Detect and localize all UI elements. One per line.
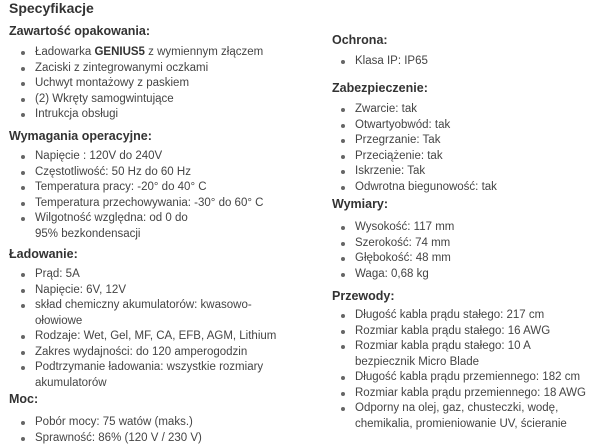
bullet-icon — [341, 407, 345, 411]
list-item: Wysokość: 117 mm — [339, 220, 597, 236]
list-item: Wilgotność względna: od 0 do 95% bezkondensacji — [19, 211, 211, 242]
bullet-icon — [21, 273, 25, 277]
list-item: Rozmiar kabla prądu stałego: 10 A bezpiecznik Micro Blade — [339, 339, 587, 370]
list-item: Pobór mocy: 75 watów (maks.) — [19, 415, 315, 431]
bullet-icon — [341, 392, 345, 396]
dimensions-list — [339, 220, 597, 282]
bullet-icon — [341, 345, 345, 349]
bullet-icon — [341, 170, 345, 174]
list-item: Rozmiar kabla prądu stałego: 16 AWG — [339, 324, 597, 340]
list-item: (2) Wkręty samogwintujące — [19, 92, 315, 108]
list-item: Napięcie : 120V do 240V — [19, 149, 315, 165]
bullet-icon — [21, 155, 25, 159]
power-heading: Moc: — [9, 392, 39, 406]
bullet-icon — [341, 314, 345, 318]
bullet-icon — [21, 171, 25, 175]
bullet-icon — [21, 98, 25, 102]
safety-list — [339, 102, 597, 195]
packaging-heading: Zawartość opakowania: — [9, 24, 151, 38]
wires-list — [339, 308, 597, 432]
packaging-list — [19, 45, 315, 123]
bullet-icon — [21, 421, 25, 425]
protection-list — [339, 54, 597, 70]
bullet-icon — [21, 366, 25, 370]
list-item: Ładowarka GENIUS5 z wymiennym złączem — [19, 45, 315, 61]
safety-heading: Zabezpieczenie: — [332, 81, 428, 95]
list-item: Odporny na olej, gaz, chusteczki, wodę, chemikalia, promieniowanie UV, ścieranie — [339, 401, 597, 432]
bullet-icon — [21, 304, 25, 308]
bullet-icon — [341, 186, 345, 190]
bullet-icon — [21, 217, 25, 221]
list-item: Zakres wydajności: do 120 amperogodzin — [19, 345, 315, 361]
charging-heading: Ładowanie: — [9, 247, 78, 261]
list-item: Podtrzymanie ładowania: wszystkie rozmiary akumulatorów — [19, 360, 325, 391]
bullet-icon — [341, 242, 345, 246]
dimensions-heading: Wymiary: — [332, 197, 389, 211]
bullet-icon — [341, 139, 345, 143]
protection-heading: Ochrona: — [332, 33, 388, 47]
list-item: Długość kabla prądu przemiennego: 182 cm — [339, 370, 597, 386]
list-item: Napięcie: 6V, 12V — [19, 283, 315, 299]
bullet-icon — [341, 108, 345, 112]
wires-heading: Przewody: — [332, 289, 395, 303]
list-item: Waga: 0,68 kg — [339, 267, 597, 283]
bullet-icon — [21, 67, 25, 71]
bullet-icon — [341, 60, 345, 64]
bullet-icon — [341, 330, 345, 334]
list-item: skład chemiczny akumulatorów: kwasowo-ołowiowe — [19, 298, 297, 329]
list-item: Uchwyt montażowy z paskiem — [19, 76, 315, 92]
bullet-icon — [341, 273, 345, 277]
list-item: Szerokość: 74 mm — [339, 236, 597, 252]
list-item: Głębokość: 48 mm — [339, 251, 597, 267]
list-item: Zaciski z zintegrowanymi oczkami — [19, 61, 315, 77]
power-list — [19, 415, 315, 446]
list-item: Rozmiar kabla prądu przemiennego: 18 AWG — [339, 386, 597, 402]
page-title: Specyfikacje — [9, 0, 94, 16]
list-item: Otwartyobwód: tak — [339, 118, 597, 134]
list-item: Temperatura przechowywania: -30° do 60° C — [19, 196, 315, 212]
charging-list — [19, 267, 315, 391]
bullet-icon — [21, 51, 25, 55]
list-item: Intrukcja obsługi — [19, 107, 315, 123]
bullet-icon — [341, 155, 345, 159]
list-item: Rodzaje: Wet, Gel, MF, CA, EFB, AGM, Lithium — [19, 329, 315, 345]
list-item: Sprawność: 86% (120 V / 230 V) — [19, 431, 315, 447]
requirements-heading: Wymagania operacyjne: — [9, 129, 152, 143]
bullet-icon — [341, 376, 345, 380]
bullet-icon — [21, 202, 25, 206]
list-item: Przeciążenie: tak — [339, 149, 597, 165]
list-item: Odwrotna biegunowość: tak — [339, 180, 597, 196]
bullet-icon — [21, 289, 25, 293]
bullet-icon — [21, 186, 25, 190]
bullet-icon — [21, 437, 25, 441]
list-item: Prąd: 5A — [19, 267, 315, 283]
bullet-icon — [21, 113, 25, 117]
requirements-list — [19, 149, 315, 242]
list-item: Iskrzenie: Tak — [339, 164, 597, 180]
list-item: Długość kabla prądu stałego: 217 cm — [339, 308, 597, 324]
bullet-icon — [341, 124, 345, 128]
bullet-icon — [21, 335, 25, 339]
list-item: Temperatura pracy: -20° do 40° C — [19, 180, 315, 196]
bullet-icon — [341, 226, 345, 230]
list-item: Przegrzanie: Tak — [339, 133, 597, 149]
list-item: Częstotliwość: 50 Hz do 60 Hz — [19, 165, 315, 181]
bullet-icon — [341, 257, 345, 261]
list-item: Klasa IP: IP65 — [339, 54, 597, 70]
bullet-icon — [21, 82, 25, 86]
list-item: Zwarcie: tak — [339, 102, 597, 118]
bullet-icon — [21, 351, 25, 355]
